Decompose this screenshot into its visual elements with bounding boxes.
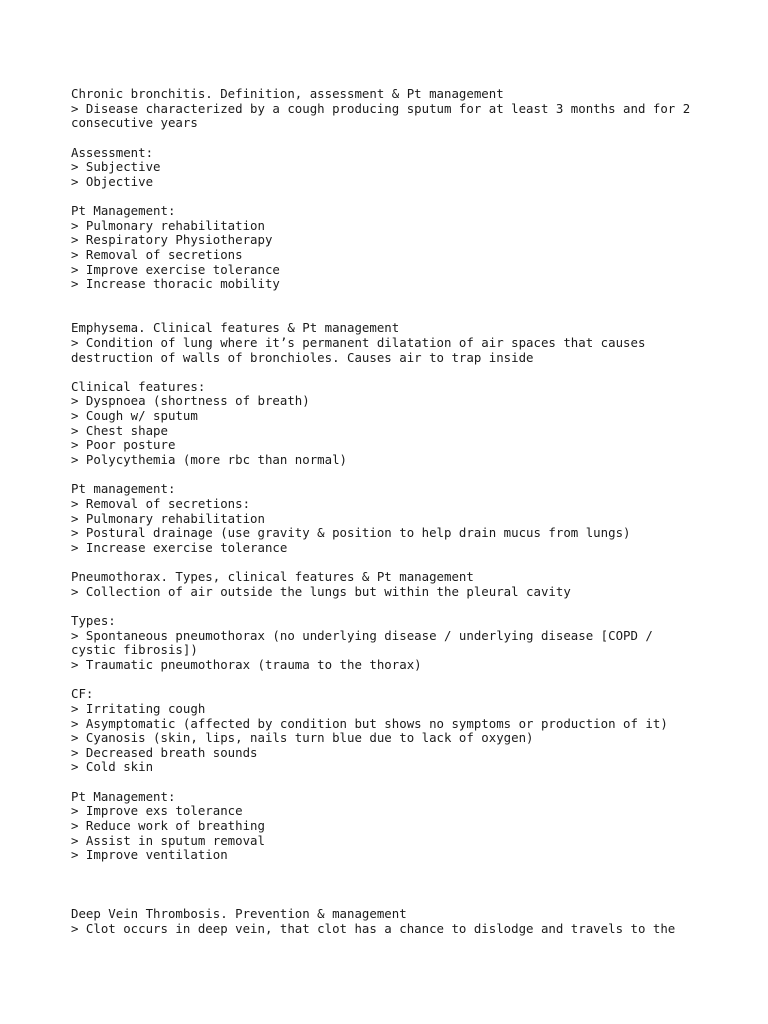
text-line: Assessment: [71,144,154,160]
text-line: > Disease characterized by a cough producing sputum for at least 3 months and for 2 [71,100,691,116]
text-line: > Cyanosis (skin, lips, nails turn blue due to lack of oxygen) [71,730,534,746]
blank-line [71,292,711,307]
text-line: > Poor posture [71,437,176,453]
text-line: > Traumatic pneumothorax (trauma to the thorax) [71,656,422,672]
text-line: cystic fibrosis]) [71,642,198,658]
blank-line [71,892,711,907]
text-line: > Subjective [71,159,161,175]
text-line: > Chest shape [71,422,168,438]
text-line: Deep Vein Thrombosis. Prevention & management [71,905,407,921]
text-line: > Polycythemia (more rbc than normal) [71,452,348,468]
text-line: > Assist in sputum removal [71,832,265,848]
blank-line [71,863,711,878]
text-line: > Pulmonary rehabilitation [71,510,265,526]
blank-line [71,556,711,571]
blank-line [71,468,711,483]
text-line: > Cold skin [71,759,154,775]
text-line: > Improve ventilation [71,847,228,863]
text-line: > Clot occurs in deep vein, that clot has a chance to dislodge and travels to the [71,920,676,936]
text-line: > Respiratory Physiotherapy [71,232,273,248]
text-line: > Increase thoracic mobility [71,276,280,292]
text-line: > Removal of secretions [71,247,243,263]
blank-line [71,189,711,204]
text-line: > Condition of lung where it’s permanent dilatation of air spaces that causes [71,334,646,350]
text-line: Chronic bronchitis. Definition, assessment & Pt management [71,86,504,101]
text-line: Pt Management: [71,203,176,219]
text-line: > Pulmonary rehabilitation [71,217,265,233]
blank-line [71,599,711,614]
text-line: > Irritating cough [71,700,206,716]
text-line: > Decreased breath sounds [71,744,258,760]
text-line: > Asymptomatic (affected by condition but shows no symptoms or production of it) [71,715,668,731]
text-line: Clinical features: [71,378,206,394]
text-line: consecutive years [71,115,198,131]
text-line: > Dyspnoea (shortness of breath) [71,393,310,409]
text-line: > Postural drainage (use gravity & position to help drain mucus from lungs) [71,525,631,541]
text-line: > Cough w/ sputum [71,408,198,424]
blank-line [71,775,711,790]
blank-line [71,878,711,893]
text-line: > Improve exercise tolerance [71,261,280,277]
text-line: > Collection of air outside the lungs but within the pleural cavity [71,583,571,599]
blank-line [71,131,711,146]
document-page [71,87,711,936]
text-line: > Objective [71,173,154,189]
text-line: Pt Management: [71,788,176,804]
blank-line [71,365,711,380]
text-line: > Spontaneous pneumothorax (no underlying disease / underlying disease [COPD / [71,627,653,643]
text-line: > Reduce work of breathing [71,818,265,834]
blank-line [71,307,711,322]
blank-line [71,673,711,688]
text-line: > Improve exs tolerance [71,803,243,819]
text-line: destruction of walls of bronchioles. Causes air to trap inside [71,349,534,365]
text-line: CF: [71,686,94,702]
text-line: > Removal of secretions: [71,495,251,511]
text-line: Types: [71,613,116,629]
text-line: > Increase exercise tolerance [71,539,288,555]
text-line: Pneumothorax. Types, clinical features & Pt management [71,569,474,585]
text-line: Pt management: [71,481,176,497]
text-line: Emphysema. Clinical features & Pt management [71,320,400,336]
